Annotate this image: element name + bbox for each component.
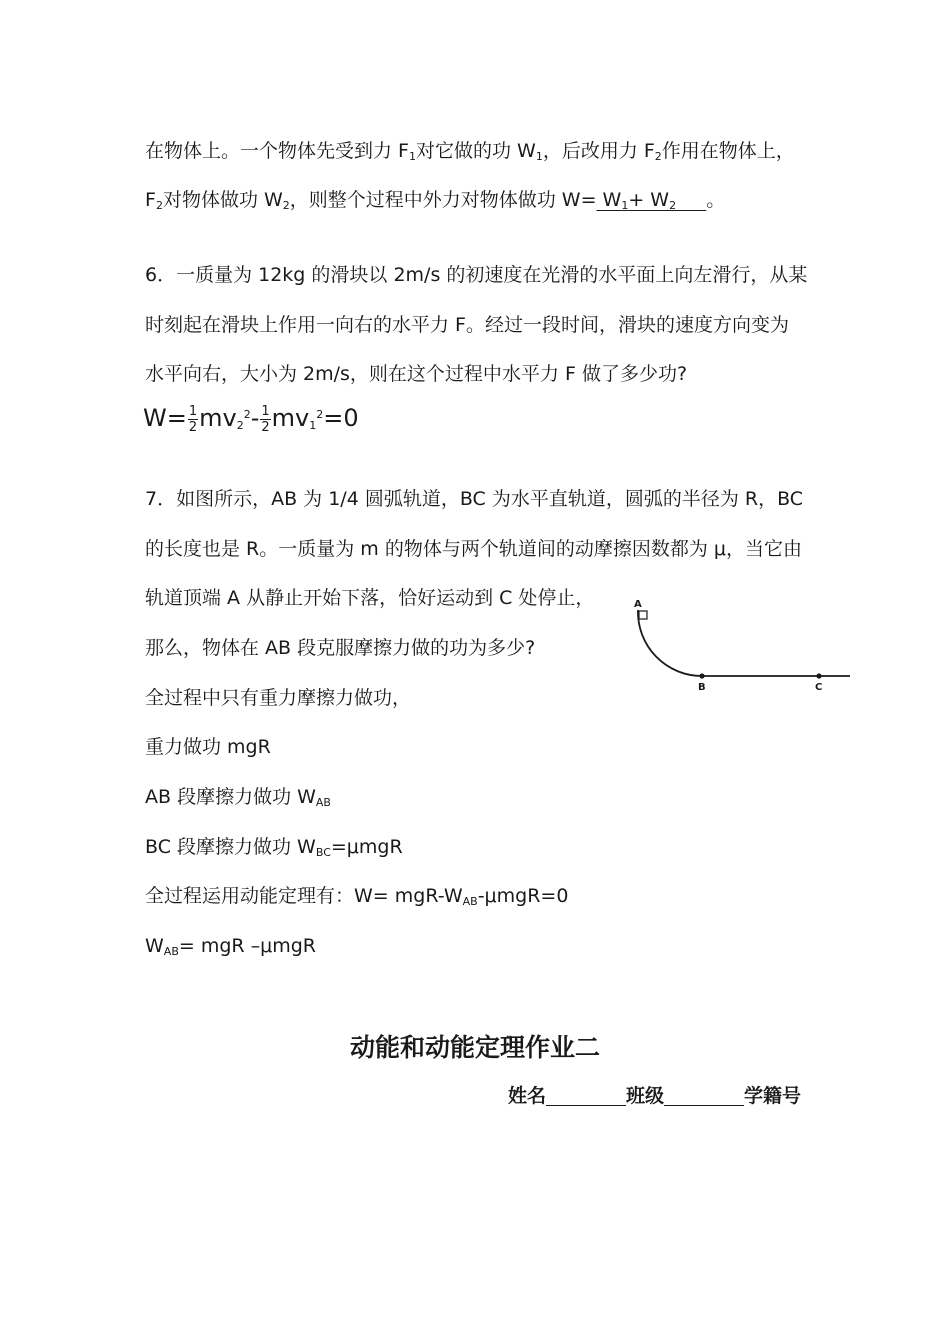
q7-solution-2: 重力做功 mgR <box>145 736 271 758</box>
q5-answer: $W_1+ W_2$ <box>596 189 677 212</box>
label-c: C <box>815 682 823 693</box>
q7-line-2: 的长度也是 R。一质量为 m 的物体与两个轨道间的动摩擦因数都为 μ，当它由 <box>145 538 802 560</box>
label-a: A <box>634 599 642 610</box>
q7-solution-5: 全过程运用动能定理有：W= mgR-$W_{AB}-\mu mgR=0$ <box>145 885 569 908</box>
q7-solution-6: $W_{AB}=$ mgR –μmgR <box>145 935 317 958</box>
half-fraction-2: $\frac{1}{2}$ <box>261 403 270 435</box>
q6-line-1: 6．一质量为 12kg 的滑块以 2m/s 的初速度在光滑的水平面上向左滑行，从某 <box>145 264 808 286</box>
q7-line-1: 7．如图所示，AB 为 1/4 圆弧轨道，BC 为水平直轨道，圆弧的半径为 R，BC <box>145 488 804 510</box>
label-b: B <box>698 682 706 693</box>
q7-solution-3: AB 段摩擦力做功 $W_{AB}$ <box>145 786 331 809</box>
q7-line-3: 轨道顶端 A 从静止开始下落，恰好运动到 C 处停止， <box>145 587 595 609</box>
track-diagram <box>628 592 854 698</box>
class-label: 班级 <box>626 1085 665 1107</box>
block-object <box>639 611 647 619</box>
quarter-arc-track <box>638 610 702 676</box>
q5-line-1: 在物体上。一个物体先受到力 $F_1$对它做的功 $W_1$，后改用力 $F_2$作用在物体上， <box>145 140 795 163</box>
q5-line-2: $F_2$对物体做功 $W_2$，则整个过程中外力对物体做功 $W= W_1+ W_2$ 。 <box>145 189 726 212</box>
q6-line-3: 水平向右，大小为 2m/s，则在这个过程中水平力 F 做了多少功? <box>145 363 688 385</box>
student-id-label: 学籍号 <box>744 1085 802 1107</box>
q7-solution-1: 全过程中只有重力摩擦力做功， <box>145 687 412 709</box>
half-fraction-1: $\frac{1}{2}$ <box>188 403 198 435</box>
q6-answer-formula: W= $\frac{1}{2}$ $mv_2^2-$ $\frac{1}{2}$ $mv_1^2=0$ <box>143 403 359 435</box>
homework-title: 动能和动能定理作业二 <box>349 1033 600 1062</box>
q7-line-4: 那么，物体在 AB 段克服摩擦力做的功为多少? <box>145 637 536 659</box>
student-info-bar <box>508 1084 801 1108</box>
point-b-dot <box>699 673 704 678</box>
name-blank[interactable] <box>546 1085 626 1106</box>
class-blank[interactable] <box>664 1085 744 1106</box>
name-label: 姓名 <box>508 1085 547 1107</box>
q7-solution-4: BC 段摩擦力做功 $W_{BC}=\mu mgR$ <box>145 836 403 859</box>
q6-line-2: 时刻起在滑块上作用一向右的水平力 F。经过一段时间，滑块的速度方向变为 <box>145 314 789 336</box>
point-c-dot <box>816 673 821 678</box>
